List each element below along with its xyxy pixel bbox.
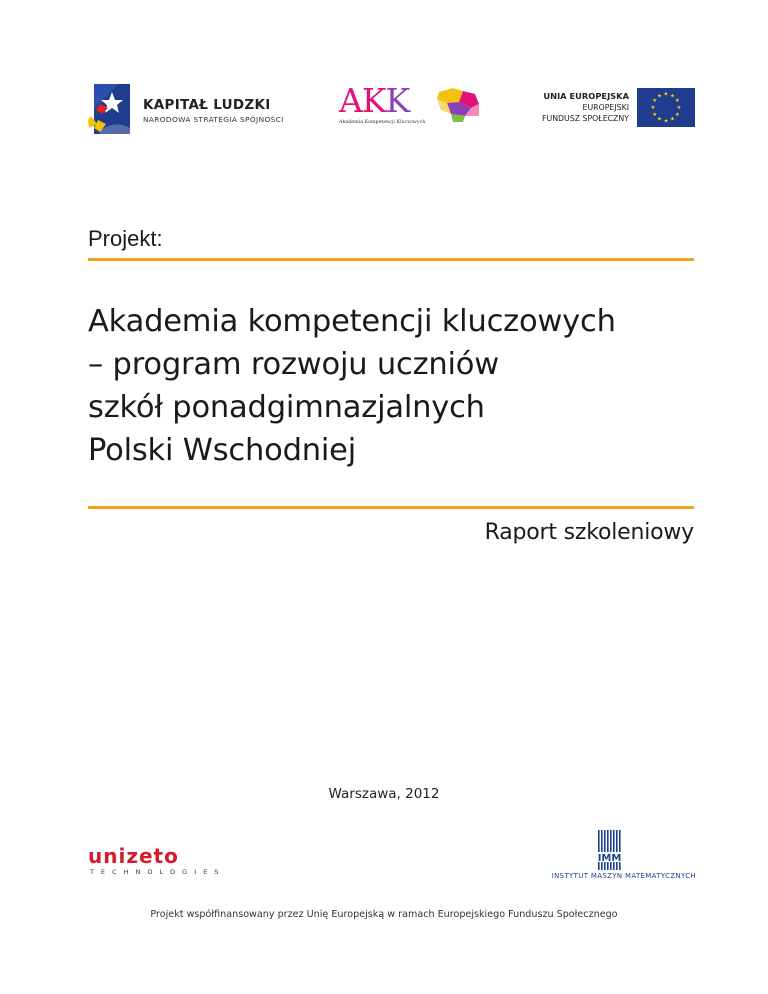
unizeto-name: unizeto bbox=[88, 847, 179, 867]
svg-text:★: ★ bbox=[650, 105, 656, 111]
document-title bbox=[88, 300, 694, 472]
imm-barcode-icon bbox=[526, 828, 696, 872]
project-label: Projekt: bbox=[88, 226, 163, 251]
logo-eu-line1: EUROPEJSKI bbox=[582, 103, 629, 112]
svg-text:★: ★ bbox=[652, 112, 658, 118]
kapital-ludzki-star-icon bbox=[88, 80, 136, 138]
svg-text:★: ★ bbox=[670, 116, 675, 123]
title-line: szkół ponadgimnazjalnych bbox=[88, 390, 485, 425]
logo-unizeto bbox=[88, 847, 226, 881]
logo-kapital-ludzki bbox=[88, 80, 288, 138]
svg-text:★: ★ bbox=[663, 91, 669, 98]
svg-text:★: ★ bbox=[674, 112, 680, 118]
title-line: Polski Wschodniej bbox=[88, 433, 356, 468]
divider-top bbox=[88, 258, 694, 261]
title-line: – program rozwoju uczniów bbox=[88, 347, 499, 382]
imm-name: IMM bbox=[597, 853, 622, 864]
svg-text:★: ★ bbox=[674, 98, 680, 104]
eastern-poland-map-icon bbox=[433, 86, 481, 124]
logo-akk-subtitle: Akademia Kompetencji Kluczowych bbox=[339, 120, 426, 125]
svg-text:★: ★ bbox=[663, 118, 669, 125]
svg-text:★: ★ bbox=[652, 98, 658, 104]
logo-eu bbox=[530, 88, 695, 128]
logo-akk-letters bbox=[339, 81, 410, 120]
svg-text:★: ★ bbox=[670, 93, 675, 100]
imm-subtitle: INSTYTUT MASZYN MATEMATYCZNYCH bbox=[551, 872, 696, 880]
unizeto-wordmark-icon bbox=[88, 847, 212, 867]
logo-kapital-subtitle: NARODOWA STRATEGIA SPÓJNOŚCI bbox=[143, 115, 284, 124]
logo-akk-letter-k2: K bbox=[385, 81, 410, 120]
logo-eu-line2: FUNDUSZ SPOŁECZNY bbox=[542, 114, 629, 123]
logo-imm bbox=[526, 828, 696, 884]
title-line: Akademia kompetencji kluczowych bbox=[88, 304, 616, 339]
footer-note: Projekt współfinansowany przez Unię Europejską w ramach Europejskiego Funduszu Społecznego bbox=[150, 909, 618, 920]
unizeto-subtitle: TECHNOLOGIES bbox=[90, 868, 226, 876]
svg-text:★: ★ bbox=[676, 105, 682, 111]
svg-text:★: ★ bbox=[657, 116, 662, 123]
logo-akk bbox=[335, 81, 485, 132]
divider-bottom bbox=[88, 506, 694, 509]
logo-akk-letter-k1: K bbox=[361, 81, 386, 120]
eu-flag-icon bbox=[637, 88, 695, 127]
svg-text:★: ★ bbox=[657, 93, 662, 100]
logo-eu-title: UNIA EUROPEJSKA bbox=[543, 91, 629, 101]
place-date: Warszawa, 2012 bbox=[328, 786, 440, 802]
report-type: Raport szkoleniowy bbox=[484, 520, 694, 545]
logo-akk-letter-a: A bbox=[339, 81, 362, 120]
logo-kapital-title: KAPITAŁ LUDZKI bbox=[143, 97, 271, 113]
